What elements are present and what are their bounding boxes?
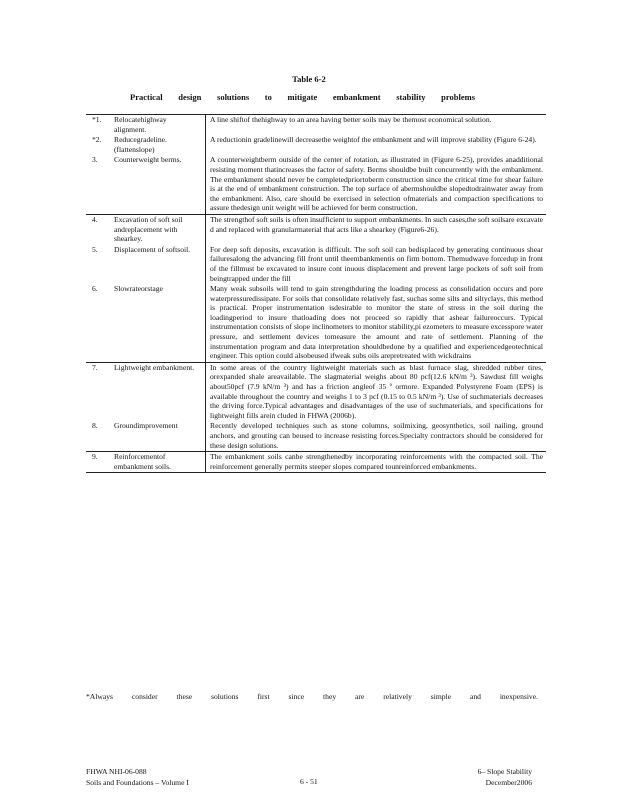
solution-description: A counterweightberm outside of the center of rotation, as illustrated in (Figure 6-25), provides anadditional resisting moment thatincreases the factor of safety. Berms shouldbe built concurrently with the embankment. The embankment should never be completedpriortoberm construction since the critical time for shear failure is at the end of embankment construction. The top surface of abermshouldbe slopedtodrainwater away from the embankment. Also, care should be exercised in selection ofmaterials and compaction specifications to assure thedesign unit weight will be achieved for berm construction. [206, 155, 547, 214]
table-row [86, 284, 546, 362]
solution-number: 3. [92, 155, 98, 165]
solution-cell [86, 421, 206, 451]
solution-cell [86, 115, 206, 136]
solution-cell [86, 155, 206, 214]
solution-number: *2. [92, 135, 102, 145]
table-row [86, 115, 546, 136]
footer-document-title: Soils and Foundations – Volume I [86, 778, 189, 787]
title-word: solutions [217, 92, 250, 102]
solution-cell [86, 214, 206, 244]
page-number: 6 - 51 [300, 777, 318, 786]
solution-label: Counterweight berms. [114, 155, 182, 165]
solution-number: 5. [92, 244, 98, 254]
footer-right [478, 766, 532, 788]
footer-left [86, 766, 189, 788]
solution-description: A reductionin gradelinewill decreasethe weightof the embankment and will improve stability (Figure 6-24). [206, 135, 547, 155]
solution-cell [86, 284, 206, 362]
solution-number: 6. [92, 284, 98, 294]
solution-label: Groundimprovement [114, 421, 178, 431]
solution-number: *1. [92, 115, 102, 124]
solution-label: Lightweight embankment. [114, 362, 195, 372]
table-number: Table 6-2 [292, 74, 326, 84]
footer-date: December2006 [485, 778, 532, 787]
solution-label: Reinforcementof embankment soils. [114, 452, 171, 471]
table-row [86, 421, 546, 451]
title-word: stability [396, 92, 426, 102]
solution-label: Relocatehighway alignment. [114, 115, 167, 134]
title-word: design [178, 92, 202, 102]
solution-label: Reducegradeline. (flattenslope) [114, 135, 167, 154]
table-row [86, 135, 546, 155]
title-word: problems [441, 92, 476, 102]
solution-description: In some areas of the country lightweight materials such as blast furnace slag, shredded rubber tires, orexpanded shale areavailable. The slagmaterial weighs about 80 pcf(12.6 kN/m ³). Sawdust fill weighs about50pcf (7.9 kN/m ³) and has a friction angleof 35 º ormore. Expanded Polystyrene Foam (EPS) is available throughout the country and weighs 1 to 3 pcf (0.15 to 0.5 kN/m ³). Use of suchmaterials decreases the driving force.Typical advantages and disadvantages of the use of suchmaterials, and specifications for lightweight fills arein cluded in FHWA (2006b). [206, 362, 547, 421]
solution-label: Displacement of softsoil. [114, 244, 191, 254]
table-row [86, 362, 546, 421]
table-footnote: *Always consider these solutions first since they are relatively simple and inexpensive. [86, 692, 538, 701]
solution-number: 9. [92, 452, 98, 462]
solution-cell [86, 135, 206, 155]
solution-description: Recently developed techniques such as stone columns, soilmixing, geosynthetics, soil nailing, ground anchors, and grouting can beused to increase resisting forces.Specialty contractors should be considered for these design solutions. [206, 421, 547, 451]
solution-number: 4. [92, 214, 98, 224]
solution-description: The strengthof soft soils is often insufficient to support embankments. In such cases,the soft soilsare excavate d and replaced with granularmaterial that acts like a shearkey (Figure6-26). [206, 214, 547, 244]
table-row [86, 214, 546, 244]
solution-label: Excavation of soft soil andreplacement with shearkey. [114, 214, 183, 244]
title-word: mitigate [287, 92, 318, 102]
title-word: to [264, 92, 272, 102]
solution-description: For deep soft deposits, excavation is difficult. The soft soil can bedisplaced by generating continuous shear failuresalong the advancing fill front until theembankmentis on firm bottom. Themudwave forcedup in front of the fillmust be excavated to insure cont inuous displacement and prevent large pockets of soft soil from beingtrapped under the fill [206, 245, 547, 284]
footer-chapter: 6– Slope Stability [477, 767, 532, 776]
title-word: Practical [130, 92, 163, 102]
solution-number: 7. [92, 362, 98, 372]
table-row [86, 245, 546, 284]
solution-cell [86, 245, 206, 284]
footer-report-number: FHWA NHI-06-088 [86, 767, 147, 776]
solution-label: Slowrateorstage [114, 284, 163, 294]
solution-description: The embankment soils canbe strengthenedby incorporating reinforcements with the compacted soil. The reinforcement generally permits steeper slopes compared tounreinforced embankments. [206, 452, 547, 473]
title-word: embankment [332, 92, 381, 102]
solution-cell [86, 362, 206, 421]
solutions-table [86, 114, 546, 473]
solution-description: Many weak subsoils will tend to gain strengthduring the loading process as consolidation occurs and pore waterpressuredissipate. For soils that consolidate relatively fast, suchas some silts and siltyclays, this method is practical. Proper instrumentation isdesirable to monitor the state of stress in the soil during the loadingperiod to insure thatloading does not proceed so rapidly that ashear failureoccurs. Typical instrumentation consists of slope inclinometers to monitor stability,pi ezometers to measure excesspore water pressure, and settlement devices tomeasure the amount and rate of settlement. Planning of the instrumentation program and data interpretation shouldbedone by a qualified and experiencedgeotechnical engineer. This option could alsobeused ifweak subs oils arepretreated with wickdrains [206, 284, 547, 362]
solution-number: 8. [92, 421, 98, 431]
table-row [86, 155, 546, 214]
table-row [86, 452, 546, 473]
solution-description: A line shiftof thehighway to an area having better soils may be themost economical solution. [206, 115, 547, 136]
table-title [130, 92, 475, 102]
solution-cell [86, 452, 206, 473]
